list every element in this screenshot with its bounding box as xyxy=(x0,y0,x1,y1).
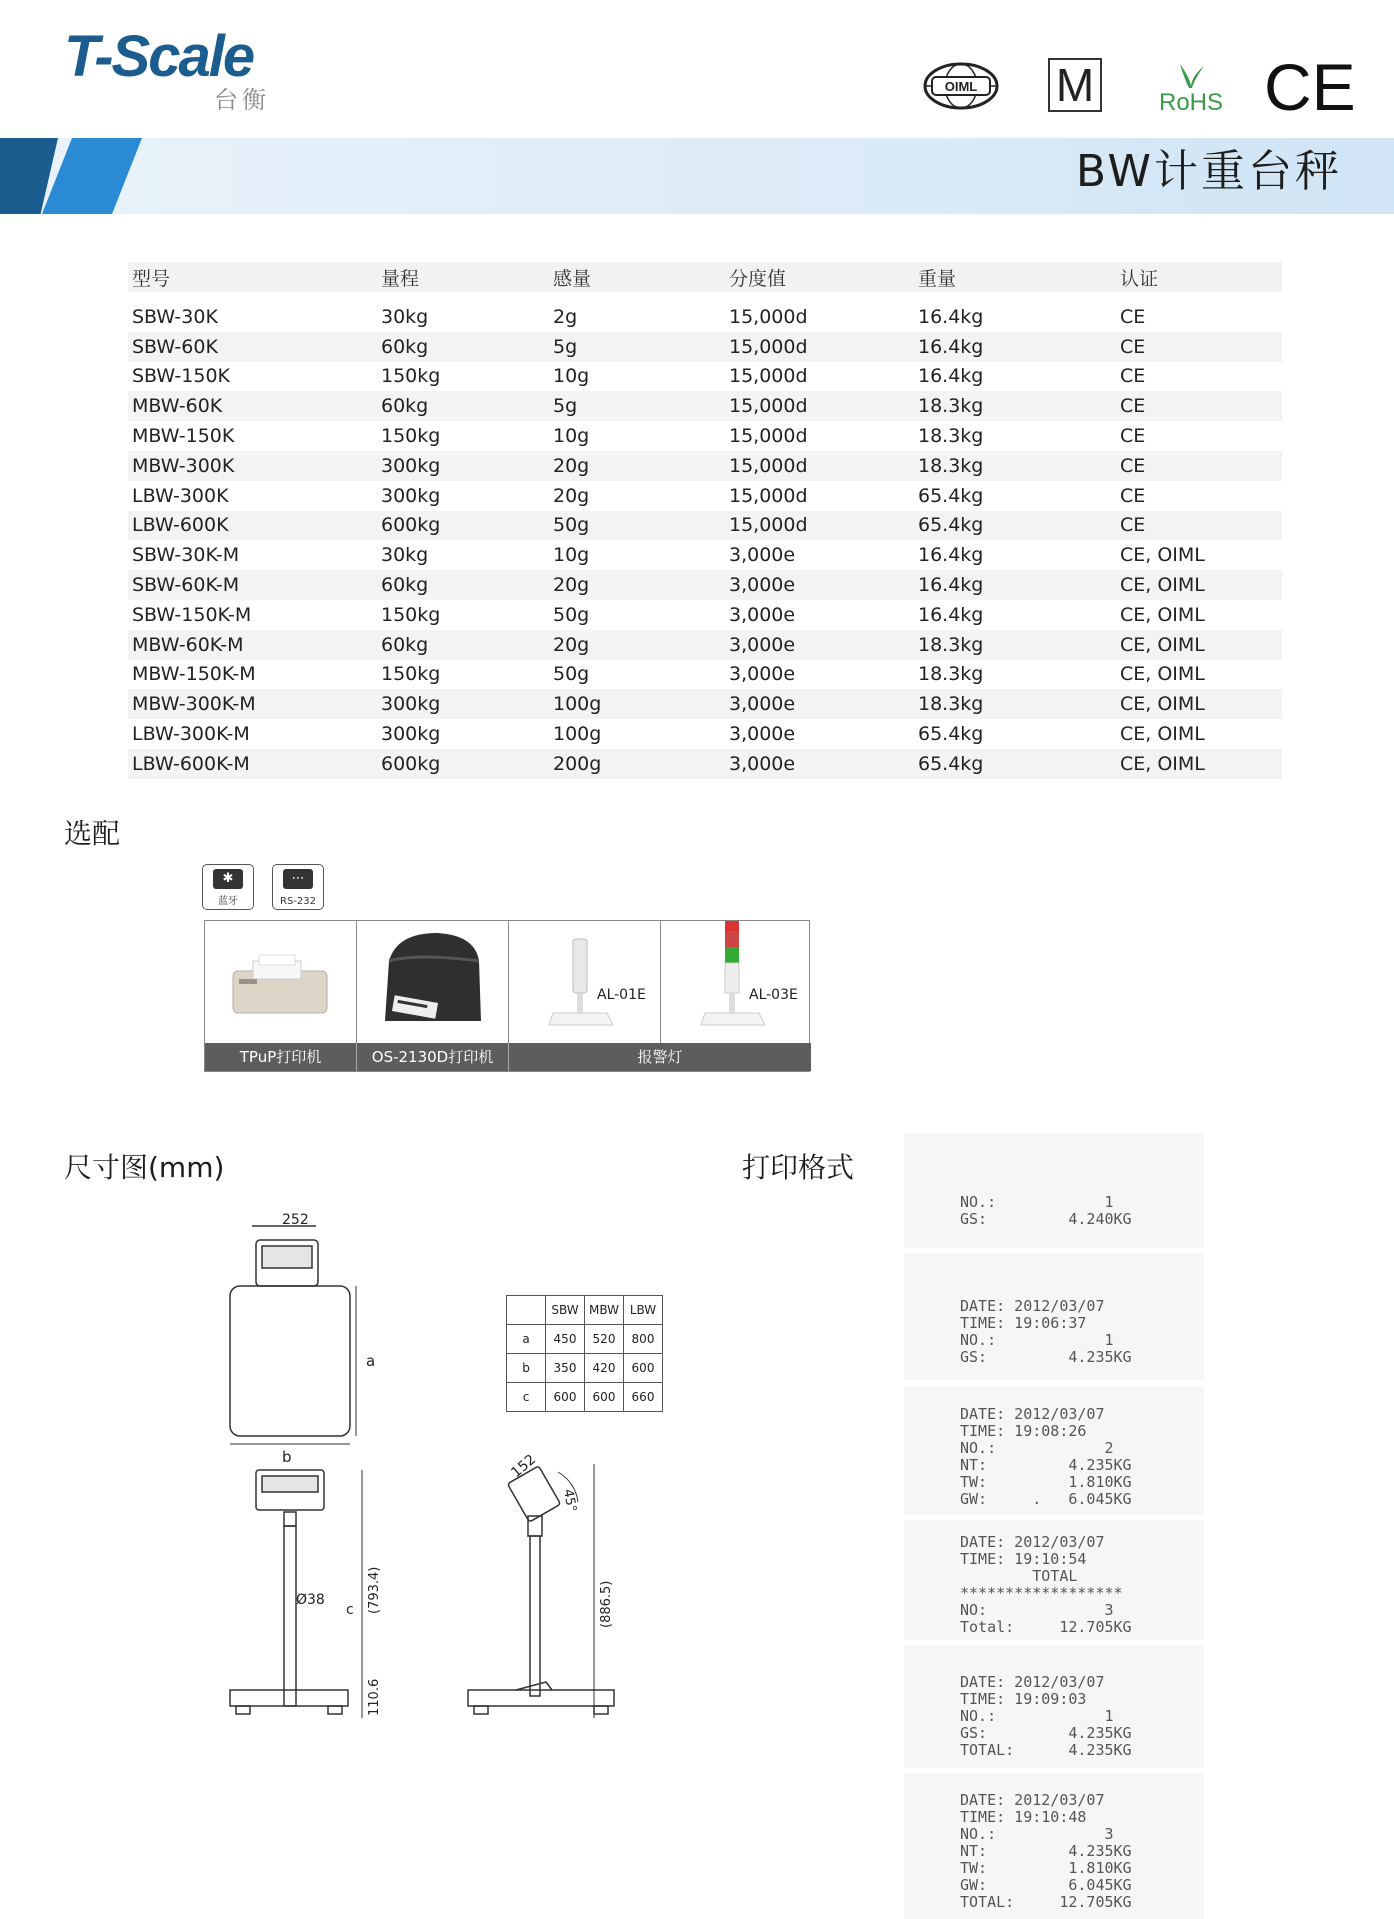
spec-cell-weight: 65.4kg xyxy=(918,752,984,775)
receipt-5 xyxy=(904,1646,1204,1768)
spec-cell-capacity: 300kg xyxy=(381,693,441,716)
spec-table-row xyxy=(128,689,1282,719)
spec-cell-sensitivity: 100g xyxy=(553,723,602,746)
options-panel xyxy=(204,920,810,1072)
header-division: 分度值 xyxy=(729,267,787,290)
dim-pole-label: Ø38 xyxy=(296,1592,325,1608)
spec-cell-division: 3,000e xyxy=(729,544,796,567)
spec-cell-certification: CE, OIML xyxy=(1120,603,1205,626)
spec-cell-weight: 16.4kg xyxy=(918,335,984,358)
spec-cell-certification: CE, OIML xyxy=(1120,723,1205,746)
al03e-lamp-cell xyxy=(661,921,811,1043)
brand-logo: T-Scale xyxy=(64,24,254,89)
spec-cell-sensitivity: 20g xyxy=(553,633,590,656)
spec-cell-certification: CE, OIML xyxy=(1120,633,1205,656)
dim-cell: 520 xyxy=(585,1325,624,1354)
header-sensitivity: 感量 xyxy=(553,267,592,290)
spec-cell-sensitivity: 10g xyxy=(553,365,590,388)
oiml-badge-text: OIML xyxy=(944,79,978,94)
spec-table-row xyxy=(128,540,1282,570)
spec-table-row xyxy=(128,302,1282,332)
print-format-title: 打印格式 xyxy=(742,1151,855,1184)
rohs-badge-text: RoHS xyxy=(1158,89,1224,114)
spec-cell-certification: CE xyxy=(1120,305,1146,328)
dim-width-label: 252 xyxy=(282,1212,309,1228)
spec-table-row xyxy=(128,570,1282,600)
spec-cell-capacity: 600kg xyxy=(381,514,441,537)
spec-cell-model: SBW-60K-M xyxy=(132,574,240,597)
spec-cell-model: MBW-60K-M xyxy=(132,633,244,656)
spec-cell-model: MBW-60K xyxy=(132,395,223,418)
bluetooth-icon: ✱ xyxy=(213,869,243,889)
dim-cell: 600 xyxy=(624,1354,663,1383)
spec-table-row xyxy=(128,481,1282,511)
spec-table-row xyxy=(128,421,1282,451)
al03e-label: AL-03E xyxy=(749,987,798,1003)
spec-cell-certification: CE xyxy=(1120,484,1146,507)
spec-table-row xyxy=(128,749,1282,779)
spec-cell-weight: 16.4kg xyxy=(918,603,984,626)
dimension-drawing xyxy=(200,1210,740,1730)
spec-cell-division: 15,000d xyxy=(729,365,808,388)
spec-cell-certification: CE, OIML xyxy=(1120,544,1205,567)
dim-row-key: a xyxy=(507,1325,546,1354)
al01e-label: AL-01E xyxy=(597,987,646,1003)
spec-cell-model: LBW-600K-M xyxy=(132,752,250,775)
spec-cell-model: LBW-300K xyxy=(132,484,229,507)
spec-cell-model: LBW-300K-M xyxy=(132,723,250,746)
dim-row-key: c xyxy=(507,1383,546,1412)
spec-cell-sensitivity: 50g xyxy=(553,603,590,626)
spec-cell-division: 3,000e xyxy=(729,723,796,746)
top-view xyxy=(230,1226,356,1444)
rs232-interface xyxy=(272,864,324,910)
spec-cell-capacity: 150kg xyxy=(381,603,441,626)
spec-cell-model: SBW-150K-M xyxy=(132,603,252,626)
brand-logo-chinese: 台衡 xyxy=(214,86,270,114)
spec-cell-weight: 18.3kg xyxy=(918,454,984,477)
bluetooth-interface xyxy=(202,864,254,910)
alarm-lamp-label: 报警灯 xyxy=(509,1043,811,1071)
spec-cell-division: 15,000d xyxy=(729,425,808,448)
dim-c-label: c xyxy=(346,1602,354,1618)
spec-cell-division: 3,000e xyxy=(729,603,796,626)
spec-cell-sensitivity: 20g xyxy=(553,574,590,597)
dim-angle-label: 45° xyxy=(560,1488,579,1514)
ce-cert-badge: CE xyxy=(1264,50,1356,124)
spec-table xyxy=(128,262,1282,779)
spec-cell-certification: CE xyxy=(1120,335,1146,358)
options-title: 选配 xyxy=(64,817,121,850)
receipt-text: DATE: 2012/03/07 TIME: 19:10:48 NO.: 3 NT: 4.235KG TW: 1.810KG GW: 6.045KG TOTAL: 12.705KG xyxy=(960,1791,1132,1911)
spec-table-row xyxy=(128,600,1282,630)
spec-cell-sensitivity: 100g xyxy=(553,693,602,716)
dim-row-key: b xyxy=(507,1354,546,1383)
dim-row-a xyxy=(507,1325,663,1354)
dim-col-sbw: SBW xyxy=(546,1296,585,1325)
header-weight: 重量 xyxy=(918,267,957,290)
spec-table-row xyxy=(128,660,1282,690)
spec-cell-capacity: 60kg xyxy=(381,335,429,358)
spec-cell-model: MBW-300K-M xyxy=(132,693,256,716)
spec-cell-certification: CE xyxy=(1120,514,1146,537)
spec-cell-weight: 16.4kg xyxy=(918,544,984,567)
dim-cell: 800 xyxy=(624,1325,663,1354)
receipt-text: DATE: 2012/03/07 TIME: 19:09:03 NO.: 1 GS: 4.235KG TOTAL: 4.235KG xyxy=(960,1673,1132,1759)
spec-cell-model: SBW-30K xyxy=(132,305,218,328)
dim-b-label: b xyxy=(282,1448,292,1466)
dim-a-label: a xyxy=(366,1352,376,1370)
spec-cell-certification: CE xyxy=(1120,425,1146,448)
spec-cell-weight: 65.4kg xyxy=(918,723,984,746)
spec-cell-sensitivity: 200g xyxy=(553,752,602,775)
dim-cell: 660 xyxy=(624,1383,663,1412)
dimensions-title: 尺寸图(mm) xyxy=(64,1151,225,1184)
dim-row-c xyxy=(507,1383,663,1412)
spec-cell-capacity: 30kg xyxy=(381,305,429,328)
spec-cell-capacity: 150kg xyxy=(381,365,441,388)
spec-cell-weight: 18.3kg xyxy=(918,633,984,656)
spec-cell-sensitivity: 50g xyxy=(553,514,590,537)
spec-cell-certification: CE, OIML xyxy=(1120,663,1205,686)
rohs-cert-badge xyxy=(1150,60,1232,114)
spec-table-row xyxy=(128,332,1282,362)
spec-cell-model: MBW-150K-M xyxy=(132,663,256,686)
bluetooth-label: 蓝牙 xyxy=(218,896,238,907)
spec-cell-sensitivity: 50g xyxy=(553,663,590,686)
receipt-4 xyxy=(904,1520,1204,1640)
receipt-text: DATE: 2012/03/07 TIME: 19:06:37 NO.: 1 GS: 4.235KG xyxy=(960,1297,1132,1366)
os2130d-printer-image xyxy=(357,921,507,1041)
spec-cell-division: 15,000d xyxy=(729,484,808,507)
os2130d-printer-label: OS-2130D打印机 xyxy=(357,1043,509,1071)
spec-table-row xyxy=(128,511,1282,541)
spec-cell-certification: CE, OIML xyxy=(1120,574,1205,597)
oiml-cert-badge xyxy=(922,60,1000,112)
tpup-printer-image xyxy=(205,921,355,1041)
spec-cell-model: SBW-150K xyxy=(132,365,231,388)
dim-height-label: (793.4) xyxy=(367,1566,382,1614)
spec-cell-division: 3,000e xyxy=(729,633,796,656)
dim-col-mbw: MBW xyxy=(585,1296,624,1325)
dim-total-height-label: (886.5) xyxy=(599,1580,614,1628)
spec-cell-sensitivity: 20g xyxy=(553,484,590,507)
spec-table-row xyxy=(128,362,1282,392)
spec-cell-certification: CE, OIML xyxy=(1120,693,1205,716)
spec-cell-capacity: 300kg xyxy=(381,484,441,507)
spec-cell-capacity: 300kg xyxy=(381,454,441,477)
spec-cell-division: 15,000d xyxy=(729,305,808,328)
spec-cell-sensitivity: 20g xyxy=(553,454,590,477)
receipt-text: DATE: 2012/03/07 TIME: 19:10:54 TOTAL ****************** NO: 3 Total: 12.705KG xyxy=(960,1533,1132,1636)
spec-cell-model: LBW-600K xyxy=(132,514,229,537)
spec-cell-sensitivity: 10g xyxy=(553,425,590,448)
receipt-text: DATE: 2012/03/07 TIME: 19:08:26 NO.: 2 NT: 4.235KG TW: 1.810KG GW: . 6.045KG xyxy=(960,1405,1132,1508)
spec-cell-model: SBW-30K-M xyxy=(132,544,240,567)
side-view xyxy=(468,1464,614,1718)
spec-cell-weight: 16.4kg xyxy=(918,365,984,388)
spec-cell-capacity: 600kg xyxy=(381,752,441,775)
os2130d-printer-cell xyxy=(357,921,509,1043)
spec-cell-certification: CE, OIML xyxy=(1120,752,1205,775)
spec-cell-weight: 16.4kg xyxy=(918,574,984,597)
dim-cell: 450 xyxy=(546,1325,585,1354)
receipt-1 xyxy=(904,1134,1204,1248)
receipt-6 xyxy=(904,1774,1204,1919)
receipt-3 xyxy=(904,1386,1204,1514)
spec-cell-weight: 18.3kg xyxy=(918,425,984,448)
header-model: 型号 xyxy=(132,267,171,290)
spec-cell-capacity: 30kg xyxy=(381,544,429,567)
spec-cell-capacity: 150kg xyxy=(381,425,441,448)
spec-cell-capacity: 60kg xyxy=(381,633,429,656)
spec-cell-sensitivity: 10g xyxy=(553,544,590,567)
dimension-table-header xyxy=(507,1296,663,1325)
dim-row-b xyxy=(507,1354,663,1383)
dim-display-label: 152 xyxy=(508,1451,540,1482)
spec-cell-sensitivity: 5g xyxy=(553,335,578,358)
spec-cell-model: MBW-300K xyxy=(132,454,235,477)
receipt-2 xyxy=(904,1254,1204,1380)
tpup-printer-label: TPuP打印机 xyxy=(205,1043,357,1071)
spec-cell-weight: 65.4kg xyxy=(918,484,984,507)
tpup-printer-cell xyxy=(205,921,357,1043)
spec-cell-weight: 18.3kg xyxy=(918,395,984,418)
spec-cell-certification: CE xyxy=(1120,395,1146,418)
rs232-port-icon: ⋯ xyxy=(283,869,313,889)
al01e-lamp-image xyxy=(509,921,659,1041)
spec-cell-capacity: 60kg xyxy=(381,574,429,597)
spec-cell-capacity: 150kg xyxy=(381,663,441,686)
spec-cell-division: 15,000d xyxy=(729,454,808,477)
spec-table-header xyxy=(128,262,1282,292)
spec-cell-certification: CE xyxy=(1120,454,1146,477)
spec-table-row xyxy=(128,630,1282,660)
dimension-table xyxy=(506,1295,663,1412)
spec-cell-weight: 18.3kg xyxy=(918,663,984,686)
spec-cell-capacity: 60kg xyxy=(381,395,429,418)
spec-cell-division: 3,000e xyxy=(729,574,796,597)
spec-table-row xyxy=(128,719,1282,749)
spec-table-row xyxy=(128,451,1282,481)
dim-base-height-label: 110.6 xyxy=(367,1678,382,1716)
spec-cell-capacity: 300kg xyxy=(381,723,441,746)
spec-cell-division: 15,000d xyxy=(729,335,808,358)
spec-cell-weight: 16.4kg xyxy=(918,305,984,328)
page-title: BW计重台秤 xyxy=(1075,146,1342,197)
al01e-lamp-cell xyxy=(509,921,661,1043)
spec-cell-division: 3,000e xyxy=(729,693,796,716)
receipt-text: NO.: 1 GS: 4.240KG xyxy=(960,1193,1132,1228)
spec-cell-sensitivity: 5g xyxy=(553,395,578,418)
rs232-label: RS-232 xyxy=(280,896,316,907)
dim-cell: 600 xyxy=(585,1383,624,1412)
spec-cell-division: 15,000d xyxy=(729,514,808,537)
spec-cell-model: SBW-60K xyxy=(132,335,218,358)
spec-table-row xyxy=(128,391,1282,421)
spec-cell-weight: 65.4kg xyxy=(918,514,984,537)
header-certification: 认证 xyxy=(1120,267,1159,290)
dim-cell: 600 xyxy=(546,1383,585,1412)
dim-cell: 350 xyxy=(546,1354,585,1383)
spec-cell-division: 3,000e xyxy=(729,663,796,686)
spec-cell-sensitivity: 2g xyxy=(553,305,578,328)
header-capacity: 量程 xyxy=(381,267,420,290)
al03e-lamp-image xyxy=(661,921,811,1041)
dim-cell: 420 xyxy=(585,1354,624,1383)
dim-col-lbw: LBW xyxy=(624,1296,663,1325)
spec-cell-certification: CE xyxy=(1120,365,1146,388)
spec-cell-division: 3,000e xyxy=(729,752,796,775)
spec-cell-division: 15,000d xyxy=(729,395,808,418)
spec-cell-weight: 18.3kg xyxy=(918,693,984,716)
spec-cell-model: MBW-150K xyxy=(132,425,235,448)
metrology-m-badge: M xyxy=(1048,58,1102,112)
